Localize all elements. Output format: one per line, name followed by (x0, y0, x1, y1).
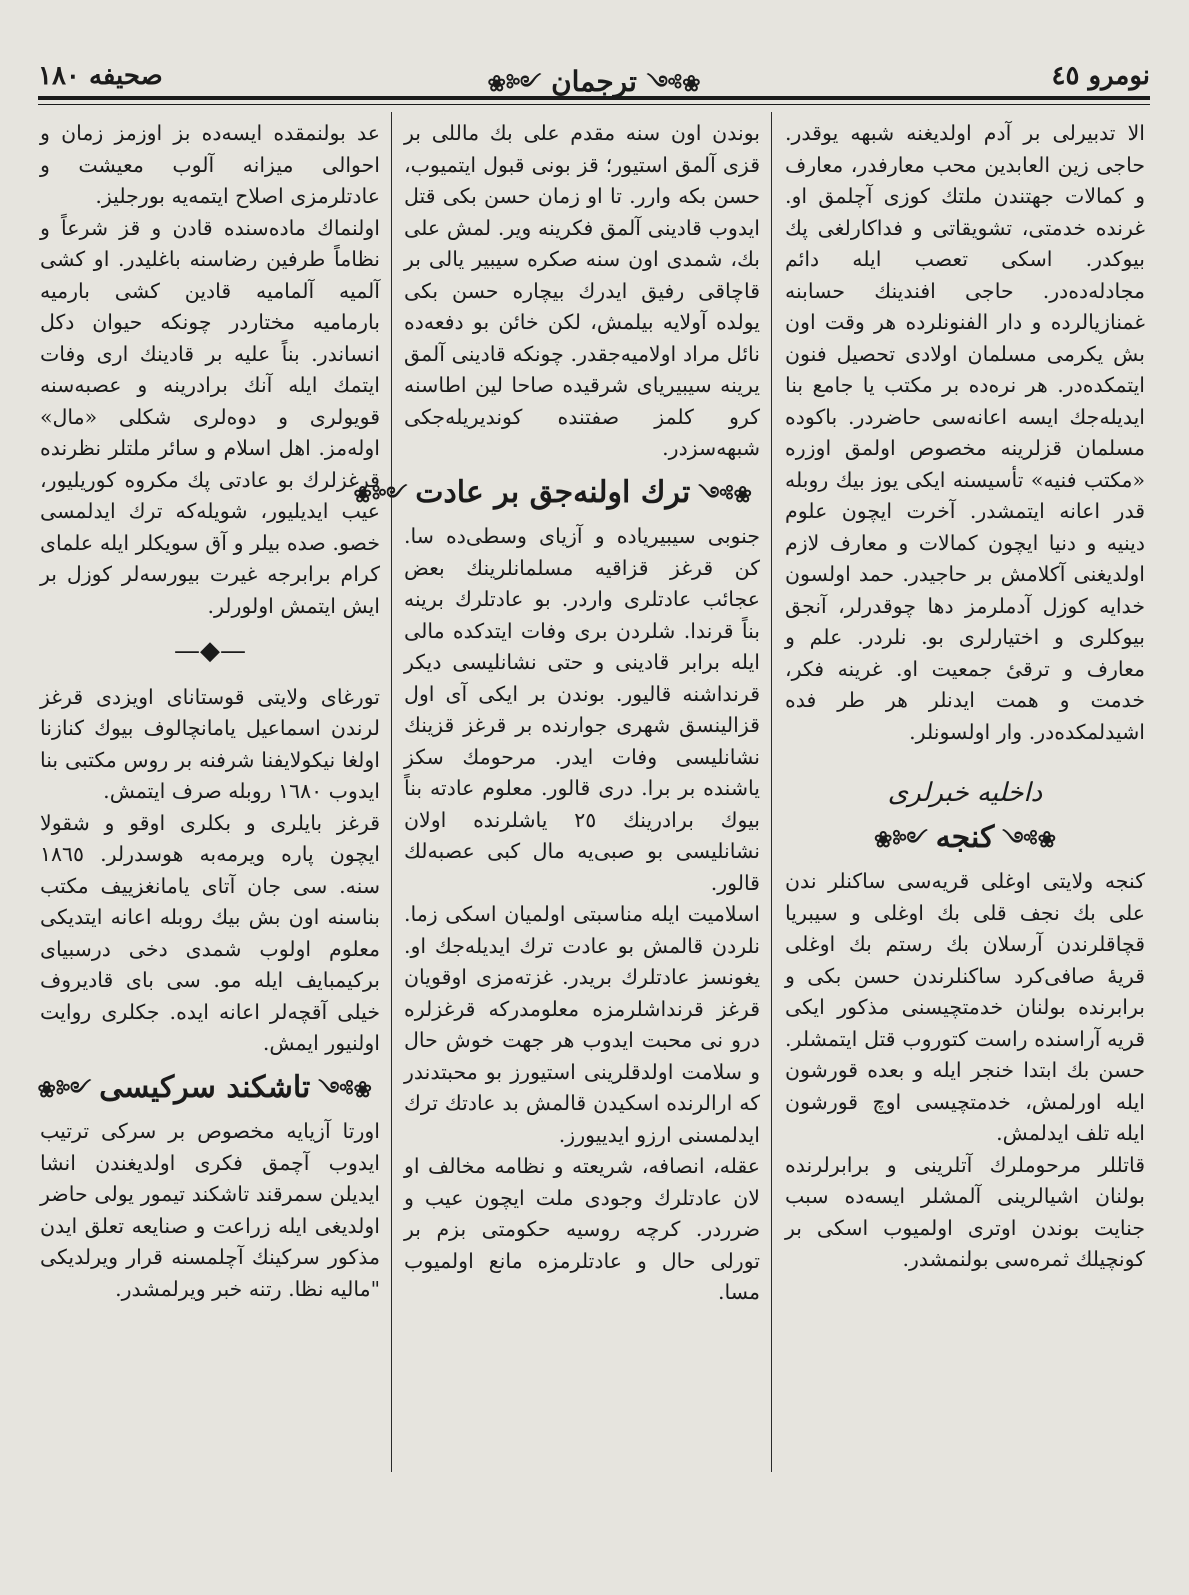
ornament-icon: ❀༻ (1002, 826, 1057, 853)
page-number: صحیفه ١٨٠ (38, 61, 163, 91)
internal-news-heading: داخلیه خبرلری (887, 778, 1043, 808)
section-title-ganja: ❀༻کنجه༺❀ (873, 819, 1057, 855)
article-paragraph: جنوبی سیبیریاده و آزیای وسطی‌ده سا. کن قرغز قزاقیه مسلمانلرینك بعض عجائب عادتلری واردر. بو عادتلرك برینه بناً قرندا. شلردن بری وفات ایتدکده مالی ایله برابر قادینی و حتی نشانلیسی دیکر قرنداشنه قالیور. بوندن بر ایکی آی اول قزالینسق شهری جوارنده بر قرغز قزینك نشانلیسی وفات ایدر. مرحومك سکز یاشنده بر برا. دری قالور. معلوم عادته بناً بیوك برادرینك ٢٥ یاشلرنده اولان نشانلیسی بو صبی‌یه مال کبی عصبه‌لك قالور. (404, 524, 760, 895)
header-rule-thin (38, 104, 1150, 105)
left-column (37, 118, 380, 1518)
article-paragraph: تورغای ولایتی قوستانای اویزدی قرغز لرندن اسماعیل یامانچالوف بیوك کنازنا اولغا نیکولایفنا شرفنه بر روس مکتبی بنا ایدوب ١٦٨٠ روبله صرف ایتمش. (40, 684, 380, 803)
ornament-icon: ❀༻ (318, 1076, 372, 1103)
header-rule-thick (38, 96, 1150, 100)
article-paragraph: بوندن اون سنه مقدم علی بك ماللی بر قزی آلمق استیور؛ قز بونی قبول ایتمیوب، حسن بکه وارر. تا او زمان حسن بکی قتل ایدوب قادینی آلمق فکرینه ویر. لمش علی بك، شمدی اون سنه صکره سیبیر یالی بر قاچاقی رفیق ایدرك بیچاره حسن بکی یولده آولایه بیلمش، لکن خائن بو دفعه‌ده نائل مراد اولامیه‌جقدر. چونکه قادینی آلمق یرینه سیبیریای شرقیده صاحا لین اطاسنه کرو کلمز صفتنده کوندیریله‌جکی شبهه‌سزدر. (404, 121, 760, 460)
article-paragraph: اورتا آزیایه مخصوص بر سرکی ترتیب ایدوب آچمق فکری اولدیغندن انشا ایدیلن سمرقند تاشکند تیمور یولی حاضر اولدیغی ایله زراعت و صنایعه تعلق ایدن مذکور سرکینك آچلمسنه قرار ویرلدیکی "مالیه نظا. رتنه خبر ویرلمشدر. (40, 1119, 380, 1301)
page-header (38, 55, 1150, 98)
article-paragraph: اسلامیت ایله مناسبتی اولمیان اسکی زما. نلردن قالمش بو عادت ترك ایدیله‌جك او. یغونسز عادتلرك بریدر. غزته‌مزی اوقویان قرغز قرنداشلرمزه معلومدرکه قرغزلره درو نی محبت ایدوب هر جهت خوش حال و سلامت اولدقلرینی استیورز بو محبتدندر که ارالرنده اسکیدن قالمش بد عادتك ترك ایدلمسنی ارزو ایدییورز. (404, 902, 760, 1147)
article-paragraph: قاتللر مرحوملرك آتلرینی و برابرلرنده بولنان اشیالرینی آلمشلر ایسه‌ده سبب جنایت بوندن اوتری اولمیوب اسکی بر کونچیلك ثمره‌سی بولنمشدر. (785, 1152, 1145, 1271)
middle-column (353, 118, 760, 1568)
article-paragraph: اولنماك ماده‌سنده قادن و قز شرعاً و نظاماً طرفین رضاسنه باغلیدر. او کشی آلمیه آلمامیه قادین کشی بارمیه بارمامیه مختاردر چونکه حیوان دکل انساندر. بناً علیه بر قادینك اری وفات ایتمك ایله آنك برادرینه و عصبه‌سنه قویولری و دوه‌لری شکلی «مال» اوله‌مز. اهل اسلام و سائر ملتلر نظرنده قرغزلرك بو عادتی پك مکروه کوریلیور، عیب ایدیلیور، شویله‌که ترك ایدلمسی خصو. صده بیلر و آق سویکلر ایله علمای کرام برابرجه غیرت بیورسه‌لر کوزل بر ایش ایتمش اولورلر. (40, 215, 380, 618)
diamond-divider-icon: —◆— (174, 636, 246, 666)
article-paragraph: کنجه ولایتی اوغلی قریه‌سی ساکنلر ندن علی بك نجف قلی بك اوغلی و سیبریا قچاقلرندن آرسلان بك رستم بك اوغلی قریهٔ صافی‌کرد ساکنلرندن حسن بکی و برابرنده بولنان خدمتچیسنی مذکور ایکی قریه آراسنده راست کتوروب قتل ایتمشلر. حسن بك ابتدا خنجر ایله و بعده قورشون ایله اورلمش، خدمتچیسی اوچ قورشون ایله تلف ایدلمش. (785, 869, 1145, 1145)
ornament-right-icon: ❀༻ (646, 71, 701, 97)
right-column (785, 118, 1145, 1558)
ornament-icon: ༺❀ (353, 481, 408, 508)
section-title-custom: ❀༻ترك اولنه‌جق بر عادت༺❀ (353, 474, 752, 510)
ornament-left-icon: ༺❀ (487, 71, 542, 97)
issue-number: نومرو ٤٥ (1051, 61, 1150, 91)
column-divider-right (771, 112, 772, 1472)
article-paragraph: عقله، انصافه، شریعته و نظامه مخالف او لان عادتلرك وجودی ملت ایچون عیب و ضرردر. کرچه روسیه حکومتی بزم بر تورلی حال و عادتلرمزه مانع اولمیوب مسا. (404, 1154, 760, 1304)
masthead-title-text: ترجمان (551, 65, 637, 98)
column-divider-left (391, 112, 392, 1472)
ornament-icon: ༺❀ (37, 1076, 92, 1103)
masthead-title (477, 59, 710, 121)
ornament-icon: ❀༻ (698, 481, 752, 508)
ornament-icon: ༺❀ (873, 826, 928, 853)
article-paragraph: الا تدبیرلی بر آدم اولدیغنه شبهه یوقدر. حاجی زین العابدین محب معارفدر، معارف و کمالات جهتندن ملتك کوزی آچلمق او. غرنده خدمتی، تشویقاتی و فداکارلغی پك بیوکدر. اسکی تعصب ایله دائم مجادله‌ده‌در. حاجی افندینك حسابنه غمنازیالرده و دار الفنونلرده هر وقت اون بش یکرمی مسلمان اولادی تحصیل فنون ایتمکده‌در. هر نره‌ده بر مکتب یا جامع بنا ایدیله‌جك ایسه اعانه‌سی حاضردر. باکوده مسلمان قزلرینه مخصوص اولمق اوزره «مکتب فنیه» تأسیسنه ایکی یوز بیك روبله قدر اعانه ایتمشدر. آخرت ایچون علوم دینیه و دنیا ایچون کمالات و معارف لازم اولدیغنی آکلامش بر حاجیدر. حمد اولسون خدایه کوزل آدملرمز دها چوقدرلر، آنجق بیوکلری و اختیارلری بو. نلردر. علم و معارف و ترقیٔ جمعیت او. غرینه فکر، خدمت و همت ایدنلر هر طر فده اشیدلمکده‌در. وار اولسونلر. (785, 121, 1145, 744)
article-paragraph: قرغز بایلری و بکلری اوقو و شقولا ایچون پاره ویرمه‌به هوسدرلر. ١٨٦٥ سنه. سی جان آتای یامانغزییف مکتب بناسنه اون بش بیك روبله اعانه ایتدیکی معلوم اولوب شمدی دخی درسبیای برکیمبایف ایله مو. سی بای قادیروف خیلی آقچه‌لر اعانه ایده. جکلری روایت اولنیور ایمش. (40, 810, 380, 1055)
section-title-tashkent: ❀༻تاشکند سرکیسی༺❀ (37, 1069, 372, 1105)
article-paragraph: عد بولنمقده ایسه‌ده بز اوزمز زمان و احوالی میزانه آلوب معیشت و عادتلرمزی اصلاح ایتمه‌یه بورجلیز. (40, 121, 380, 208)
